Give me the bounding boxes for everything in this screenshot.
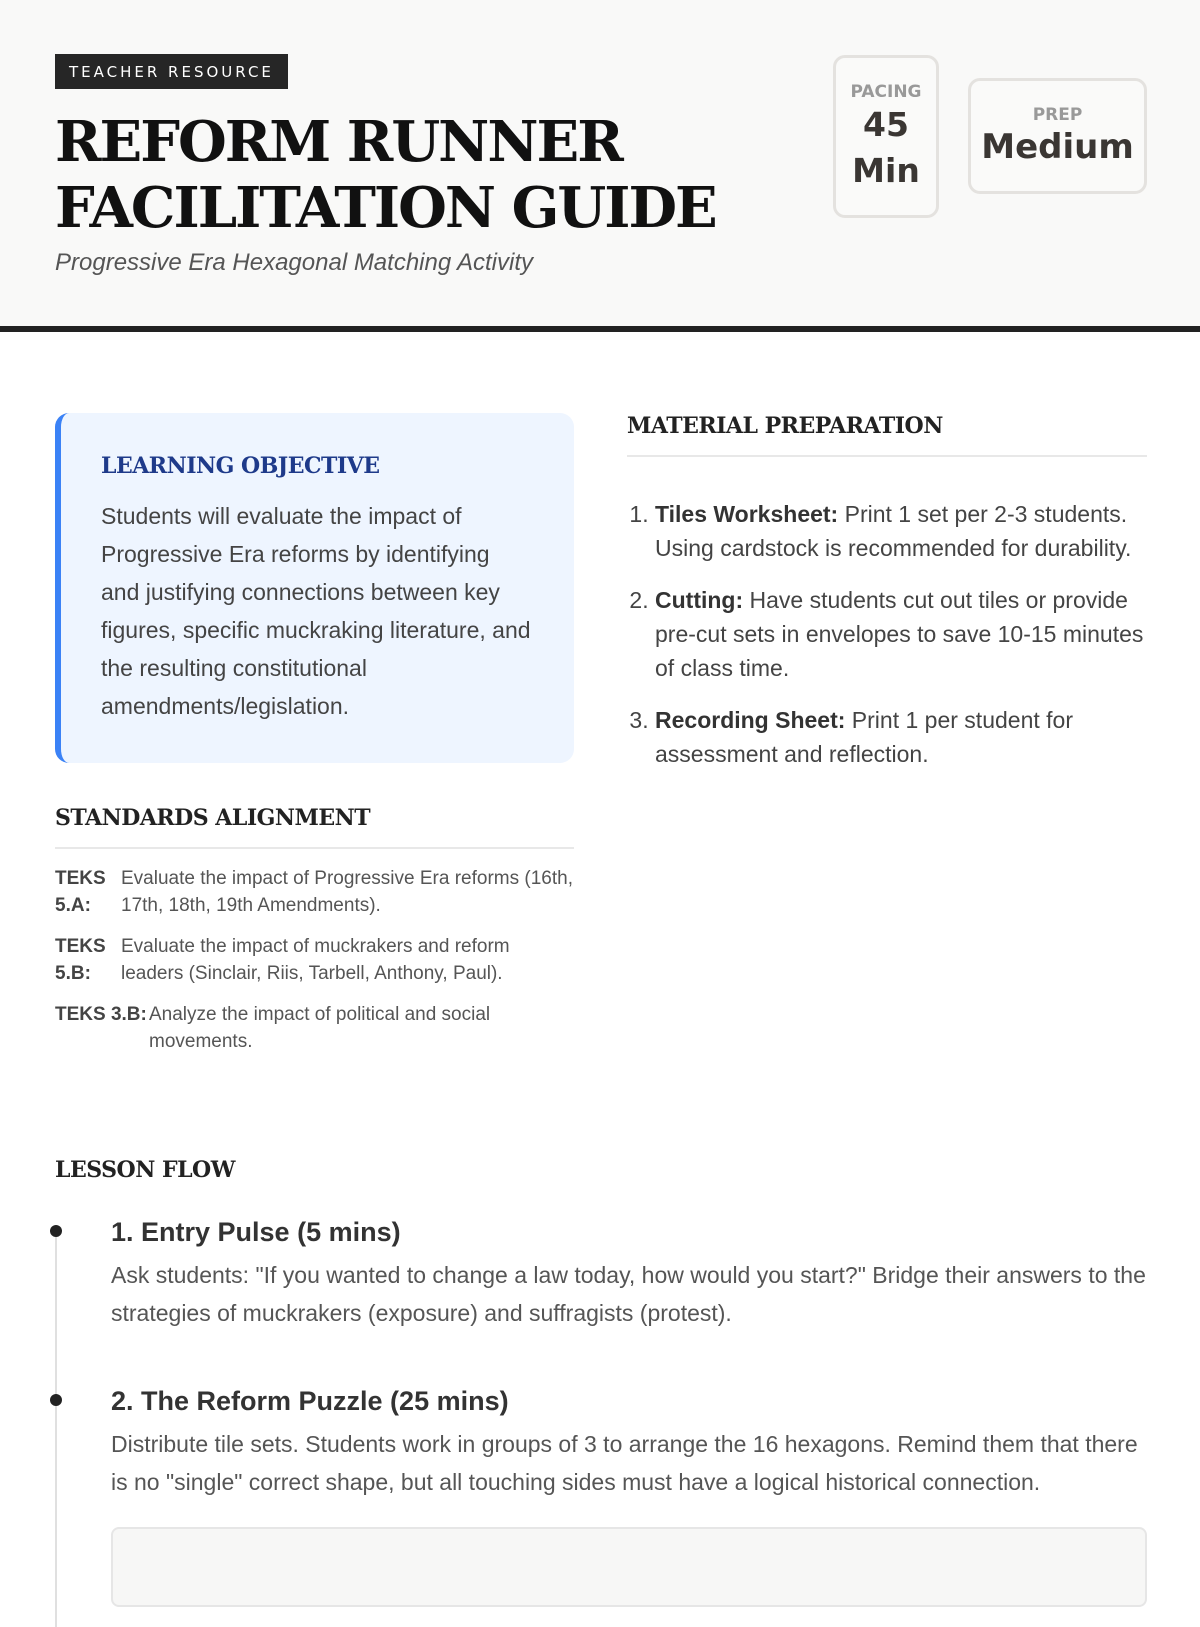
step-text: Ask students: "If you wanted to change a law today, how would you start?" Bridge their answers to the strategies of muckrakers (exposure) and suffragists (protest). — [111, 1262, 1146, 1326]
standard-item — [55, 865, 574, 919]
objective-title: LEARNING OBJECTIVE — [101, 453, 380, 479]
pacing-label: PACING — [850, 82, 922, 102]
objective-text: Students will evaluate the impact of Progressive Era reforms by identifying and justifying connections between key figures, specific muckraking literature, and the resulting constitutional amendments/legislation. — [101, 503, 531, 719]
learning-objective-card — [55, 413, 574, 763]
material-item — [655, 703, 1147, 771]
pacing-unit: Min — [852, 151, 920, 190]
step-text: Distribute tile sets. Students work in groups of 3 to arrange the 16 hexagons. Remind them that there is no "single" correct shape, but all touching sides must have a logical historical connection. — [111, 1431, 1138, 1495]
lesson-step — [55, 1217, 1147, 1332]
materials-list — [627, 497, 1147, 771]
standard-code: TEKS 5.A: — [55, 868, 106, 916]
pacing-stat — [833, 55, 939, 218]
lesson-step — [55, 1386, 1147, 1501]
teacher-resource-badge: TEACHER RESOURCE — [55, 54, 288, 89]
material-text: Print 1 set per 2-3 students. Using cardstock is recommended for durability. — [655, 501, 1132, 561]
step-title: 1. Entry Pulse (5 mins) — [111, 1217, 401, 1247]
title-line-2: FACILITATION GUIDE — [55, 175, 716, 241]
title-line-1: REFORM RUNNER — [55, 109, 622, 175]
header — [0, 0, 1200, 332]
standards-list — [55, 865, 574, 1055]
standard-text: Analyze the impact of political and social movements. — [149, 1004, 491, 1052]
material-text: Print 1 per student for assessment and reflection. — [655, 707, 1073, 767]
material-label: Recording Sheet: — [655, 707, 846, 733]
subtitle: Progressive Era Hexagonal Matching Activity — [55, 249, 533, 276]
standard-text: Evaluate the impact of muckrakers and reform leaders (Sinclair, Riis, Tarbell, Anthony, Paul). — [121, 936, 510, 984]
material-label: Tiles Worksheet: — [655, 501, 839, 527]
lesson-flow-title: LESSON FLOW — [55, 1157, 235, 1183]
material-item — [655, 497, 1147, 565]
standards-title: STANDARDS ALIGNMENT — [55, 805, 574, 849]
material-text: Have students cut out tiles or provide pre-cut sets in envelopes to save 10-15 minutes of class time. — [655, 587, 1144, 681]
timeline-dot — [50, 1394, 62, 1406]
prep-label: PREP — [1032, 105, 1083, 125]
standard-code: TEKS 3.B: — [55, 1004, 147, 1025]
standard-text: Evaluate the impact of Progressive Era reforms (16th, 17th, 18th, 19th Amendments). — [121, 868, 573, 916]
step-title: 2. The Reform Puzzle (25 mins) — [111, 1386, 509, 1416]
prep-stat — [968, 78, 1147, 194]
pacing-value: 45 — [863, 105, 909, 144]
material-item — [655, 583, 1147, 685]
lesson-flow — [55, 1157, 1147, 1607]
material-label: Cutting: — [655, 587, 744, 613]
timeline-dot — [50, 1225, 62, 1237]
materials-title: MATERIAL PREPARATION — [627, 413, 1147, 457]
note-box — [111, 1527, 1147, 1607]
standard-code: TEKS 5.B: — [55, 936, 106, 984]
standard-item — [55, 1001, 574, 1055]
standard-item — [55, 933, 574, 987]
prep-value: Medium — [981, 127, 1134, 167]
